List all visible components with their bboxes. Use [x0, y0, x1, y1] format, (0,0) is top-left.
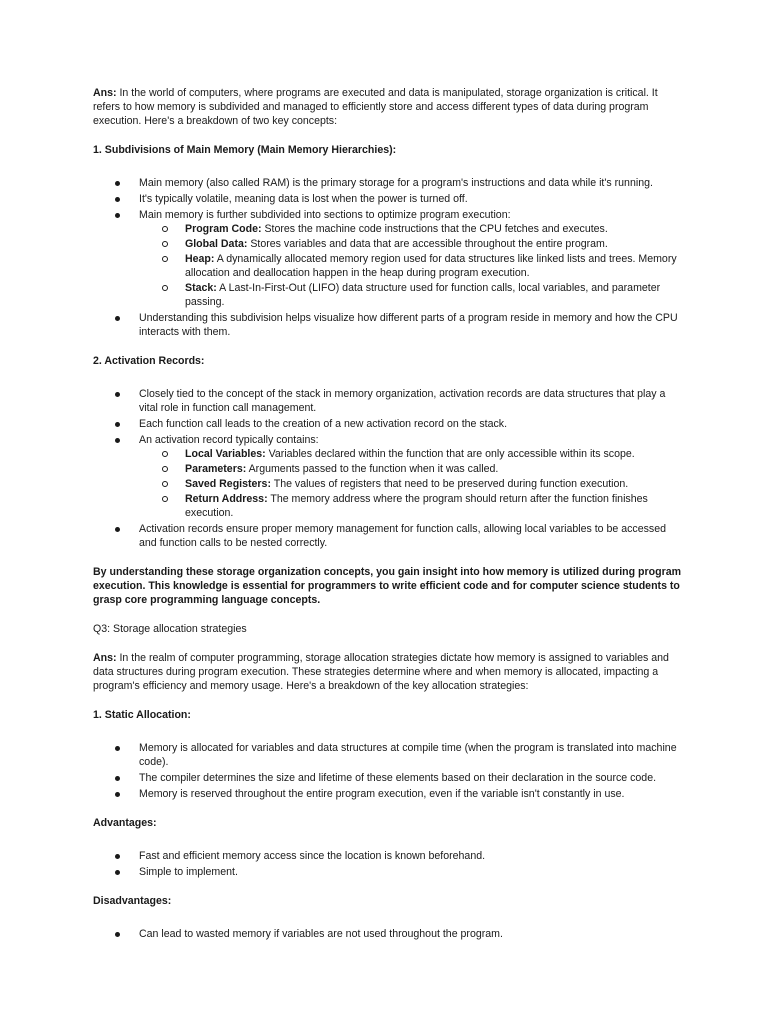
list-item-text: Simple to implement.: [139, 866, 238, 878]
sub-list-item: [139, 252, 683, 280]
bullet-icon: [115, 932, 120, 937]
term-text: Variables declared within the function that are only accessible within its scope.: [265, 448, 635, 460]
ans-label: Ans:: [93, 87, 117, 99]
list-item: [93, 433, 683, 520]
list-item: [93, 387, 683, 415]
static-allocation-list: [93, 741, 683, 801]
static-allocation-heading: 1. Static Allocation:: [93, 709, 191, 721]
term-text: A Last-In-First-Out (LIFO) data structure used for function calls, local variables, and parameter passing.: [185, 282, 661, 308]
bullet-icon: [115, 527, 120, 532]
hollow-bullet-icon: [162, 226, 168, 232]
section2-list: [93, 387, 683, 550]
bullet-icon: [115, 746, 120, 751]
list-item: [93, 741, 683, 769]
term-text: The values of registers that need to be preserved during function execution.: [270, 478, 629, 490]
ans-label: Ans:: [93, 652, 117, 664]
list-item-text: The compiler determines the size and lifetime of these elements based on their declaration in the source code.: [139, 772, 657, 784]
conclusion-paragraph: By understanding these storage organization concepts, you gain insight into how memory is utilized during program execution. This knowledge is essential for programmers to write efficient code and for computer science students to grasp core programming language concepts.: [93, 566, 682, 606]
sub-list-item: [139, 222, 683, 236]
bullet-icon: [115, 854, 120, 859]
section1-list: [93, 176, 683, 339]
bullet-icon: [115, 181, 120, 186]
bullet-icon: [115, 422, 120, 427]
list-item-text: Closely tied to the concept of the stack in memory organization, activation records are data structures that play a vital role in function call management.: [139, 388, 666, 414]
list-item-text: Memory is reserved throughout the entire program execution, even if the variable isn't constantly in use.: [139, 788, 625, 800]
disadvantages-heading: Disadvantages:: [93, 895, 172, 907]
bullet-icon: [115, 316, 120, 321]
term-text: Arguments passed to the function when it was called.: [246, 463, 499, 475]
term-text: The memory address where the program should return after the function finishes execution.: [185, 493, 648, 519]
intro-paragraph: [93, 86, 683, 128]
q3-answer-paragraph: [93, 651, 683, 693]
activation-record-contents-list: [139, 447, 683, 520]
list-item-text: Activation records ensure proper memory management for function calls, allowing local variables to be accessed and function calls to be nested correctly.: [139, 523, 667, 549]
list-item: [93, 176, 683, 190]
list-item: [93, 522, 683, 550]
hollow-bullet-icon: [162, 481, 168, 487]
bullet-icon: [115, 438, 120, 443]
disadvantages-list: [93, 927, 683, 941]
list-item: [93, 208, 683, 309]
sub-list-item: [139, 492, 683, 520]
list-item: [93, 927, 683, 941]
hollow-bullet-icon: [162, 496, 168, 502]
term-label: Program Code:: [185, 223, 262, 235]
hollow-bullet-icon: [162, 241, 168, 247]
term-label: Global Data:: [185, 238, 248, 250]
list-item-text: Fast and efficient memory access since the location is known beforehand.: [139, 850, 486, 862]
bullet-icon: [115, 776, 120, 781]
section2-heading: 2. Activation Records:: [93, 355, 205, 367]
list-item-text: Can lead to wasted memory if variables are not used throughout the program.: [139, 928, 503, 940]
hollow-bullet-icon: [162, 256, 168, 262]
list-item: [93, 192, 683, 206]
sub-list-item: [139, 462, 683, 476]
sub-list-item: [139, 447, 683, 461]
advantages-heading: Advantages:: [93, 817, 157, 829]
term-label: Local Variables:: [185, 448, 266, 460]
sub-list-item: [139, 281, 683, 309]
bullet-icon: [115, 392, 120, 397]
term-label: Return Address:: [185, 493, 268, 505]
term-text: A dynamically allocated memory region used for data structures like linked lists and trees. Memory allocation and deallocation happen in the heap during program execution.: [185, 253, 677, 279]
hollow-bullet-icon: [162, 285, 168, 291]
list-item-text: Understanding this subdivision helps visualize how different parts of a program reside in memory and how the CPU interacts with them.: [139, 312, 678, 338]
advantages-list: [93, 849, 683, 879]
memory-sections-list: [139, 222, 683, 309]
bullet-icon: [115, 197, 120, 202]
term-label: Heap:: [185, 253, 215, 265]
term-label: Saved Registers:: [185, 478, 271, 490]
bullet-icon: [115, 213, 120, 218]
term-label: Stack:: [185, 282, 217, 294]
list-item: [93, 311, 683, 339]
hollow-bullet-icon: [162, 466, 168, 472]
list-item-text: Each function call leads to the creation of a new activation record on the stack.: [139, 418, 508, 430]
document-body: [93, 86, 683, 956]
list-item: [93, 417, 683, 431]
question-title: Q3: Storage allocation strategies: [93, 623, 247, 635]
list-item-text: Memory is allocated for variables and data structures at compile time (when the program is translated into machine code).: [139, 742, 677, 768]
hollow-bullet-icon: [162, 451, 168, 457]
list-item-text: It's typically volatile, meaning data is lost when the power is turned off.: [139, 193, 468, 205]
term-text: Stores variables and data that are accessible throughout the entire program.: [247, 238, 608, 250]
term-text: Stores the machine code instructions that the CPU fetches and executes.: [261, 223, 608, 235]
section1-heading: 1. Subdivisions of Main Memory (Main Memory Hierarchies):: [93, 144, 397, 156]
q3-answer-text: In the realm of computer programming, storage allocation strategies dictate how memory is assigned to variables and data structures during program execution. These strategies determine where and when memory is allocated, impacting a program's efficiency and memory usage. Here's a breakdown of the key allocation strategies:: [93, 652, 669, 692]
bullet-icon: [115, 870, 120, 875]
list-item: [93, 849, 683, 863]
list-item: [93, 787, 683, 801]
list-item-text: An activation record typically contains:: [139, 434, 319, 446]
list-item-text: Main memory is further subdivided into sections to optimize program execution:: [139, 209, 511, 221]
term-label: Parameters:: [185, 463, 247, 475]
list-item: [93, 865, 683, 879]
list-item-text: Main memory (also called RAM) is the primary storage for a program's instructions and data while it's running.: [139, 177, 653, 189]
intro-text: In the world of computers, where programs are executed and data is manipulated, storage organization is critical. It refers to how memory is subdivided and managed to efficiently store and access different types of data during program execution. Here's a breakdown of two key concepts:: [93, 87, 658, 127]
bullet-icon: [115, 792, 120, 797]
sub-list-item: [139, 477, 683, 491]
list-item: [93, 771, 683, 785]
sub-list-item: [139, 237, 683, 251]
